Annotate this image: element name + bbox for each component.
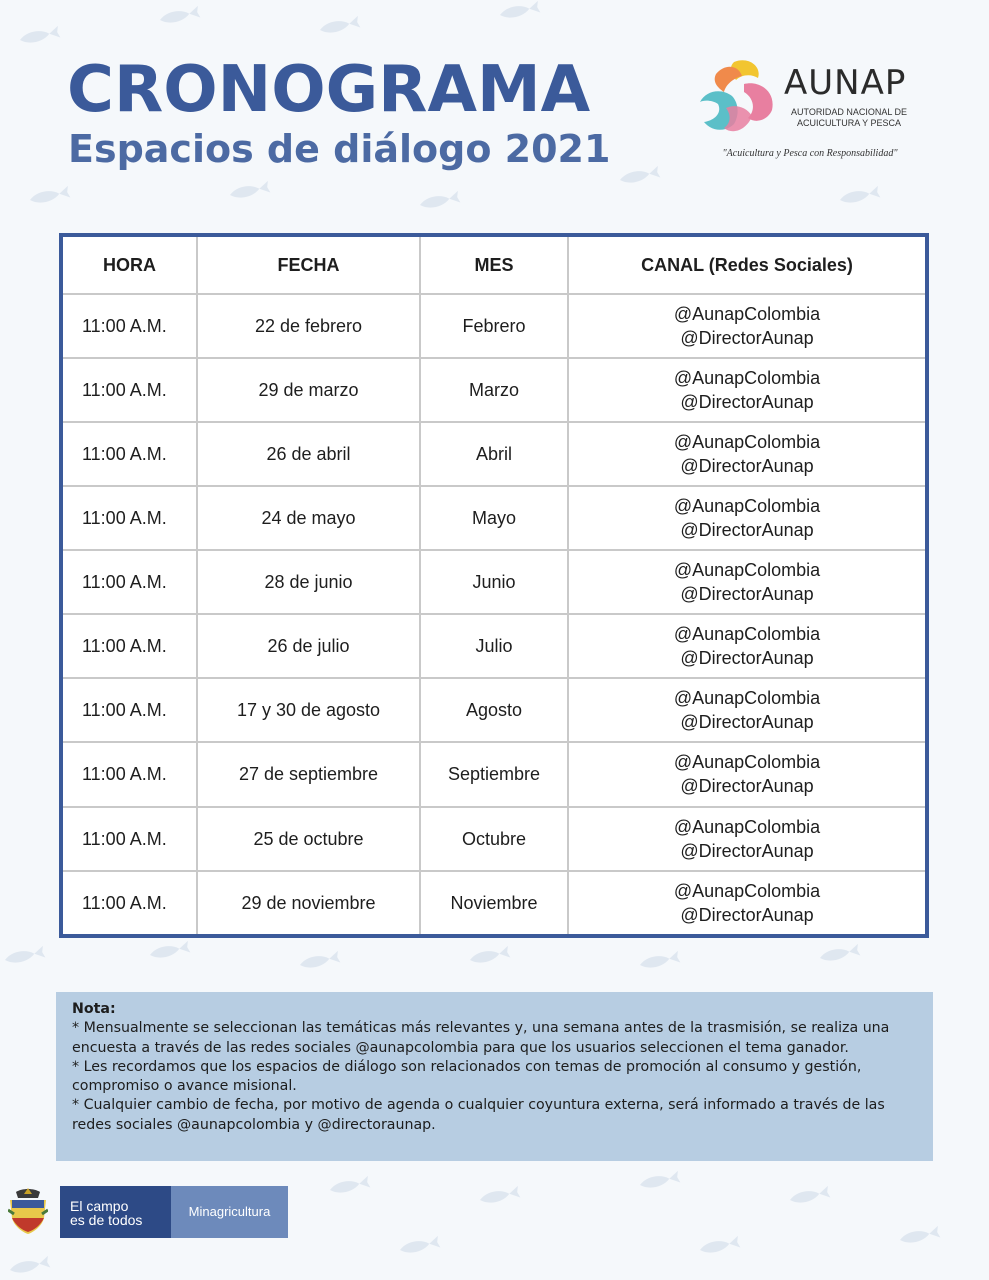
cell-mes: Septiembre xyxy=(420,742,568,806)
cell-hora: 11:00 A.M. xyxy=(61,550,197,614)
note-item-themes: * Les recordamos que los espacios de diálogo son relacionados con temas de promoción al consumo y gestión, compromiso o avance misional. xyxy=(72,1058,862,1095)
channel-directoraunap: @DirectorAunap xyxy=(680,392,814,413)
cell-fecha: 25 de octubre xyxy=(197,807,420,871)
cell-mes: Abril xyxy=(420,422,568,486)
table-row xyxy=(61,871,927,936)
note-item-topics: * Mensualmente se seleccionan las temáticas más relevantes y, una semana antes de la trasmisión, se realiza una encuesta a través de las redes sociales @aunapcolombia para que los usuarios seleccionen el tema ganador. xyxy=(72,1020,890,1056)
cell-canal xyxy=(568,807,927,871)
channel-aunapcolombia: @AunapColombia xyxy=(673,368,821,389)
table-row xyxy=(61,678,927,742)
campo-es-de-todos xyxy=(60,1186,171,1238)
cell-hora: 11:00 A.M. xyxy=(61,422,197,486)
channel-directoraunap: @DirectorAunap xyxy=(680,584,814,605)
cell-fecha: 28 de junio xyxy=(197,550,420,614)
cell-hora: 11:00 A.M. xyxy=(61,358,197,422)
table-row xyxy=(61,742,927,806)
cell-mes: Junio xyxy=(420,550,568,614)
channel-directoraunap: @DirectorAunap xyxy=(680,840,814,861)
cell-fecha: 29 de noviembre xyxy=(197,871,420,936)
channel-directoraunap: @DirectorAunap xyxy=(680,712,814,733)
cell-hora: 11:00 A.M. xyxy=(61,807,197,871)
cell-mes: Marzo xyxy=(420,358,568,422)
header-hora: HORA xyxy=(61,235,197,294)
channel-aunapcolombia: @AunapColombia xyxy=(673,752,821,773)
channel-aunapcolombia: @AunapColombia xyxy=(673,688,821,709)
cell-mes: Febrero xyxy=(420,294,568,358)
table-row xyxy=(61,550,927,614)
cell-canal xyxy=(568,294,927,358)
channel-directoraunap: @DirectorAunap xyxy=(680,648,814,669)
cell-canal xyxy=(568,550,927,614)
table-row xyxy=(61,486,927,550)
cell-hora: 11:00 A.M. xyxy=(61,294,197,358)
colombia-coat-of-arms-icon xyxy=(8,1188,48,1234)
cell-hora: 11:00 A.M. xyxy=(61,742,197,806)
cell-hora: 11:00 A.M. xyxy=(61,614,197,678)
cell-fecha: 27 de septiembre xyxy=(197,742,420,806)
header-mes: MES xyxy=(420,235,568,294)
table-header-row xyxy=(61,235,927,294)
page-subtitle: Espacios de diálogo 2021 xyxy=(68,127,611,171)
minagricultura-label: Minagricultura xyxy=(171,1186,288,1238)
cell-canal xyxy=(568,358,927,422)
cell-hora: 11:00 A.M. xyxy=(61,678,197,742)
cell-canal xyxy=(568,678,927,742)
logo-subtitle: AUTORIDAD NACIONAL DE ACUICULTURA Y PESCA xyxy=(790,107,908,128)
channel-aunapcolombia: @AunapColombia xyxy=(673,432,821,453)
cell-fecha: 26 de julio xyxy=(197,614,420,678)
cell-hora: 11:00 A.M. xyxy=(61,486,197,550)
aunap-logo xyxy=(696,58,926,168)
note-title: Nota: xyxy=(72,1001,116,1017)
cell-fecha: 26 de abril xyxy=(197,422,420,486)
cell-mes: Noviembre xyxy=(420,871,568,936)
channel-directoraunap: @DirectorAunap xyxy=(680,520,814,541)
channel-aunapcolombia: @AunapColombia xyxy=(673,560,821,581)
schedule-table xyxy=(59,233,929,938)
table-row xyxy=(61,807,927,871)
channel-aunapcolombia: @AunapColombia xyxy=(673,496,821,517)
channel-aunapcolombia: @AunapColombia xyxy=(673,304,821,325)
channel-directoraunap: @DirectorAunap xyxy=(680,776,814,797)
table-row xyxy=(61,614,927,678)
header-fecha: FECHA xyxy=(197,235,420,294)
logo-tagline: "Acuicultura y Pesca con Responsabilidad" xyxy=(722,148,898,159)
cell-canal xyxy=(568,422,927,486)
table-row xyxy=(61,294,927,358)
channel-directoraunap: @DirectorAunap xyxy=(680,456,814,477)
campo-line-2: es de todos xyxy=(70,1212,143,1228)
cell-fecha: 29 de marzo xyxy=(197,358,420,422)
table-row xyxy=(61,422,927,486)
cell-mes: Mayo xyxy=(420,486,568,550)
channel-aunapcolombia: @AunapColombia xyxy=(673,880,821,901)
note-box xyxy=(56,992,933,1161)
note-item-date-changes: * Cualquier cambio de fecha, por motivo de agenda o cualquier coyuntura externa, será informado a través de las redes sociales @aunapcolombia y @directoraunap. xyxy=(72,1097,885,1133)
table-row xyxy=(61,358,927,422)
channel-directoraunap: @DirectorAunap xyxy=(680,328,814,349)
channel-directoraunap: @DirectorAunap xyxy=(680,904,814,925)
page-title: CRONOGRAMA xyxy=(67,53,591,127)
cell-hora: 11:00 A.M. xyxy=(61,871,197,936)
cell-mes: Agosto xyxy=(420,678,568,742)
cell-mes: Julio xyxy=(420,614,568,678)
cell-canal xyxy=(568,614,927,678)
campo-line-1: El campo xyxy=(70,1198,129,1214)
cell-fecha: 17 y 30 de agosto xyxy=(197,678,420,742)
logo-name: AUNAP xyxy=(784,63,907,103)
cell-mes: Octubre xyxy=(420,807,568,871)
channel-aunapcolombia: @AunapColombia xyxy=(673,816,821,837)
cell-canal xyxy=(568,742,927,806)
cell-canal xyxy=(568,871,927,936)
cell-fecha: 22 de febrero xyxy=(197,294,420,358)
channel-aunapcolombia: @AunapColombia xyxy=(673,624,821,645)
fish-logo-icon xyxy=(696,58,778,138)
header-canal: CANAL (Redes Sociales) xyxy=(568,235,927,294)
cell-fecha: 24 de mayo xyxy=(197,486,420,550)
cell-canal xyxy=(568,486,927,550)
